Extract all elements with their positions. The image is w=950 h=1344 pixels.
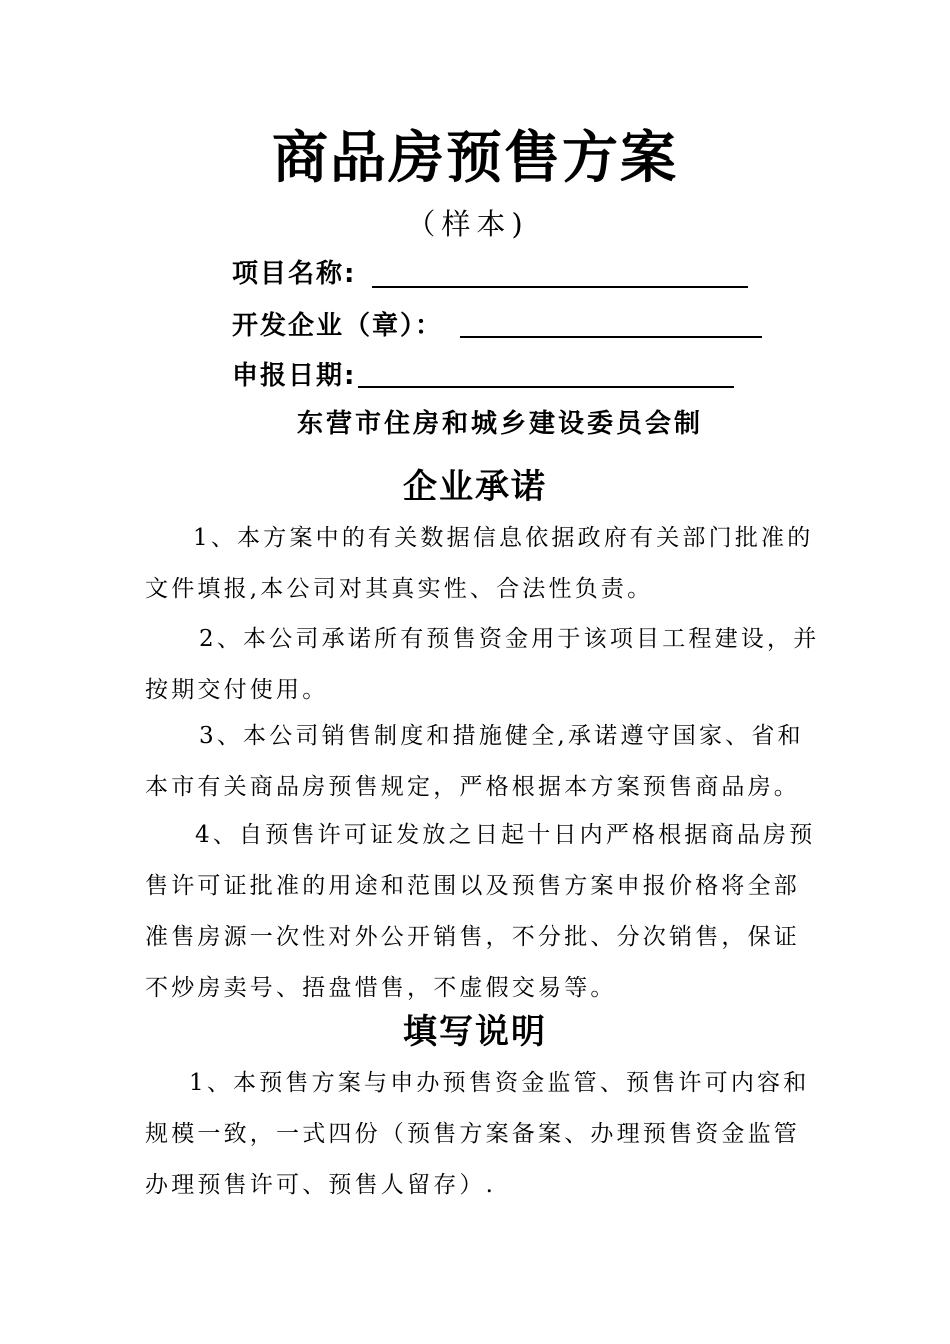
instructions-item-1: [145, 1058, 810, 1211]
commitment-item-1-line-1: 1、本方案中的有关数据信息依据政府有关部门批准的: [193, 525, 814, 551]
commitment-item-4-line-3: 准售房源一次性对外公开销售，不分批、分次销售，保证: [145, 924, 800, 950]
commitment-item-2-line-1: 2、本公司承诺所有预售资金用于该项目工程建设，并: [199, 626, 820, 652]
developer-label: 开发企业（章）：: [232, 311, 444, 341]
commitment-item-4-line-1: 4、自预售许可证发放之日起十日内严格根据商品房预: [195, 822, 816, 848]
commitment-item-2: [145, 614, 820, 716]
instructions-item-1-line-3: 办理预售许可、预售人留存）.: [145, 1172, 497, 1198]
commitment-item-3-line-2: 本市有关商品房预售规定，严格根据本方案预售商品房。: [145, 774, 800, 800]
project-name-label: 项目名称:: [232, 259, 357, 289]
apply-date-field: [232, 356, 356, 396]
instructions-item-1-line-2: 规模一致，一式四份（预售方案备案、办理预售资金监管: [145, 1121, 800, 1147]
commitment-item-3-line-1: 3、本公司销售制度和措施健全,承诺遵守国家、省和: [199, 723, 804, 749]
commitment-heading: 企业承诺: [403, 467, 547, 507]
document-title: 商品房预售方案: [272, 125, 678, 191]
developer-field: [232, 306, 443, 346]
issuer-text: 东营市住房和城乡建设委员会制: [296, 409, 703, 439]
commitment-item-4: [145, 810, 816, 1014]
instructions-heading: 填写说明: [403, 1012, 547, 1052]
apply-date-label: 申报日期:: [232, 361, 357, 391]
instructions-item-1-line-1: 1、本预售方案与申办预售资金监管、预售许可内容和: [189, 1070, 810, 1096]
commitment-item-3: [145, 711, 807, 813]
developer-blank[interactable]: [460, 336, 762, 338]
project-name-field: [232, 254, 356, 294]
apply-date-blank[interactable]: [358, 386, 734, 388]
commitment-item-1: [145, 513, 814, 615]
project-name-blank[interactable]: [372, 286, 748, 288]
commitment-item-2-line-2: 按期交付使用。: [145, 677, 329, 703]
commitment-item-4-line-2: 售许可证批准的用途和范围以及预售方案申报价格将全部: [145, 873, 800, 899]
commitment-item-1-line-2: 文件填报,本公司对其真实性、合法性负责。: [145, 576, 654, 602]
commitment-item-4-line-4: 不炒房卖号、捂盘惜售，不虚假交易等。: [145, 975, 617, 1001]
document-subtitle: （样本): [406, 207, 529, 241]
